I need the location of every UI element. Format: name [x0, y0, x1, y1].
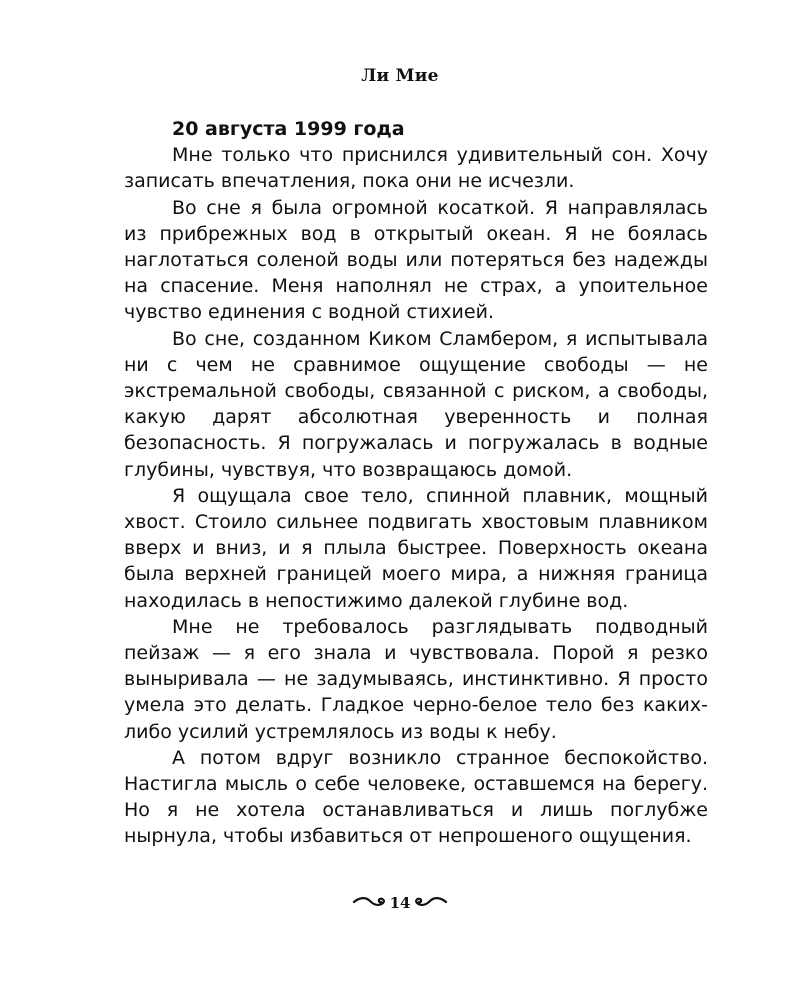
page-folio	[0, 893, 800, 913]
paragraph: Во сне я была огромной косаткой. Я направлялась из прибрежных вод в открытый океан. Я не боялась наглотаться соленой воды или потеряться без надежды на спасение. Меня наполнял не страх, а упоительное чувство единения с водной стихией.	[124, 196, 708, 324]
date-heading: 20 августа 1999 года	[172, 118, 405, 140]
text-block	[124, 116, 708, 850]
paragraph: А потом вдруг возникло странное беспокойство. Настигла мысль о себе человеке, оставшемся на берегу. Но я не хотела останавливаться и лишь поглубже нырнула, чтобы избавиться от непрошеного ощущения.	[124, 746, 708, 848]
running-head: Ли Мие	[361, 66, 439, 86]
swirl-ornament-right-icon	[414, 893, 448, 913]
page-number: 14	[389, 894, 411, 912]
paragraph: Во сне, созданном Киком Сламбером, я испытывала ни с чем не сравнимое ощущение свободы — не экстремальной свободы, связанной с риском, а свободы, какую дарят абсолютная уверенность и полная безопасность. Я погружалась и погружалась в водные глубины, чувствуя, что возвращаюсь домой.	[124, 327, 708, 481]
paragraph: Я ощущала свое тело, спинной плавник, мощный хвост. Стоило сильнее подвигать хвостовым плавником вверх и вниз, и я плыла быстрее. Поверхность океана была верхней границей моего мира, а нижняя граница находилась в непостижимо далекой глубине вод.	[124, 484, 708, 612]
swirl-ornament-left-icon	[352, 893, 386, 913]
paragraph: Мне только что приснился удивительный сон. Хочу записать впечатления, пока они не исчезли.	[124, 144, 708, 193]
paragraph: Мне не требовалось разглядывать подводный пейзаж — я его знала и чувствовала. Порой я резко выныривала — не задумываясь, инстинктивно. Я просто умела это делать. Гладкое черно-белое тело без каких-либо усилий устремлялось из воды к небу.	[124, 615, 708, 743]
